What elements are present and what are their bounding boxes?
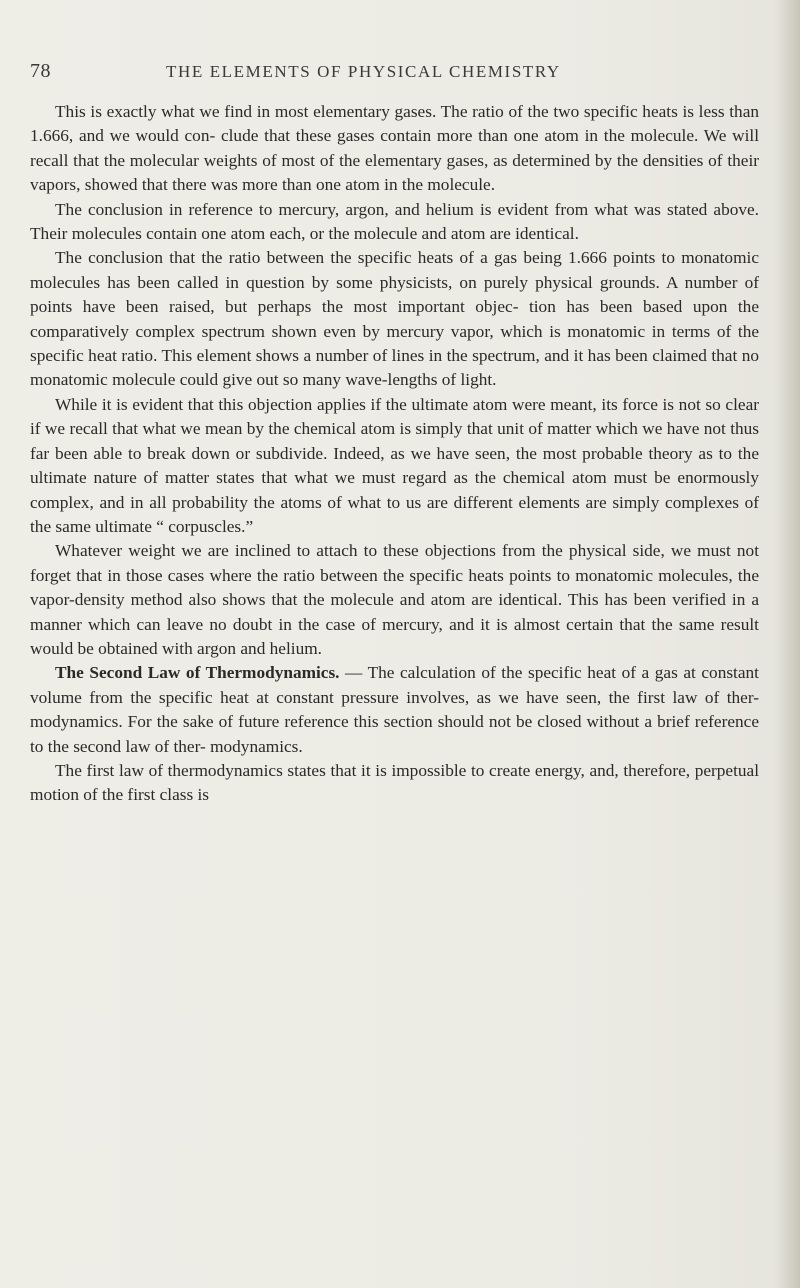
paragraph <box>30 198 759 247</box>
running-head <box>30 60 768 88</box>
section-paragraph <box>30 661 759 759</box>
paragraph-text: The first law of thermodynamics states that it is impossible to create energy, and, therefore, perpetual motion of the first class is <box>30 760 759 805</box>
paragraph <box>30 246 759 392</box>
paragraph-text: The conclusion that the ratio between the specific heats of a gas being 1.666 points to monatomic molecules has been called in question by some physicists, on purely physical grounds. A number of points have been raised, but perhaps the most important objec- tion has been based upon the comparatively complex spectrum shown even by mercury vapor, which is monatomic in terms of the specific heat ratio. This element shows a number of lines in the spectrum, and it has been claimed that no monatomic molecule could give out so many wave-lengths of light. <box>30 248 759 390</box>
paragraph-text: While it is evident that this objection applies if the ultimate atom were meant, its force is not so clear if we recall that what we mean by the chemical atom is simply that unit of matter which we have not thus far been able to break down or subdivide. Indeed, as we have seen, the most probable theory as to the ultimate nature of matter states that what we must regard as the chemical atom must be enormously complex, and in all probability the atoms of what to us are different elements are simply complexes of the same ultimate “ corpuscles.” <box>30 394 759 536</box>
body-text <box>30 100 759 808</box>
page-number: 78 <box>30 60 51 82</box>
paragraph <box>30 100 759 198</box>
paragraph-text: — The calculation of the specific heat of a gas at constant volume from the specific heat at constant pressure involves, as we have seen, the first law of ther- modynamics. For the sake of future reference this section should not be closed without a brief reference to the second law of ther- modynamics. <box>30 663 759 756</box>
paragraph <box>30 759 759 808</box>
page-edge-shadow <box>774 0 800 1288</box>
paragraph <box>30 539 759 661</box>
paragraph-text: The conclusion in reference to mercury, argon, and helium is evident from what was stated above. Their molecules contain one atom each, or the molecule and atom are identical. <box>30 199 759 244</box>
paragraph-text: This is exactly what we find in most elementary gases. The ratio of the two specific heats is less than 1.666, and we would con- clude that these gases contain more than one atom in the molecule. We will recall that the molecular weights of most of the elementary gases, as determined by the densities of their vapors, showed that there was more than one atom in the molecule. <box>30 102 759 195</box>
paragraph-text: Whatever weight we are inclined to attach to these objections from the physical side, we must not forget that in those cases where the ratio between the specific heats points to monatomic molecules, the vapor-density method also shows that the molecule and atom are identical. This has been verified in a manner which can leave no doubt in the case of mercury, and it is almost certain that the same result would be obtained with argon and helium. <box>30 541 759 658</box>
section-heading: The Second Law of Thermodynamics. <box>55 663 340 683</box>
paragraph <box>30 393 759 539</box>
running-head-title: THE ELEMENTS OF PHYSICAL CHEMISTRY <box>166 62 561 81</box>
